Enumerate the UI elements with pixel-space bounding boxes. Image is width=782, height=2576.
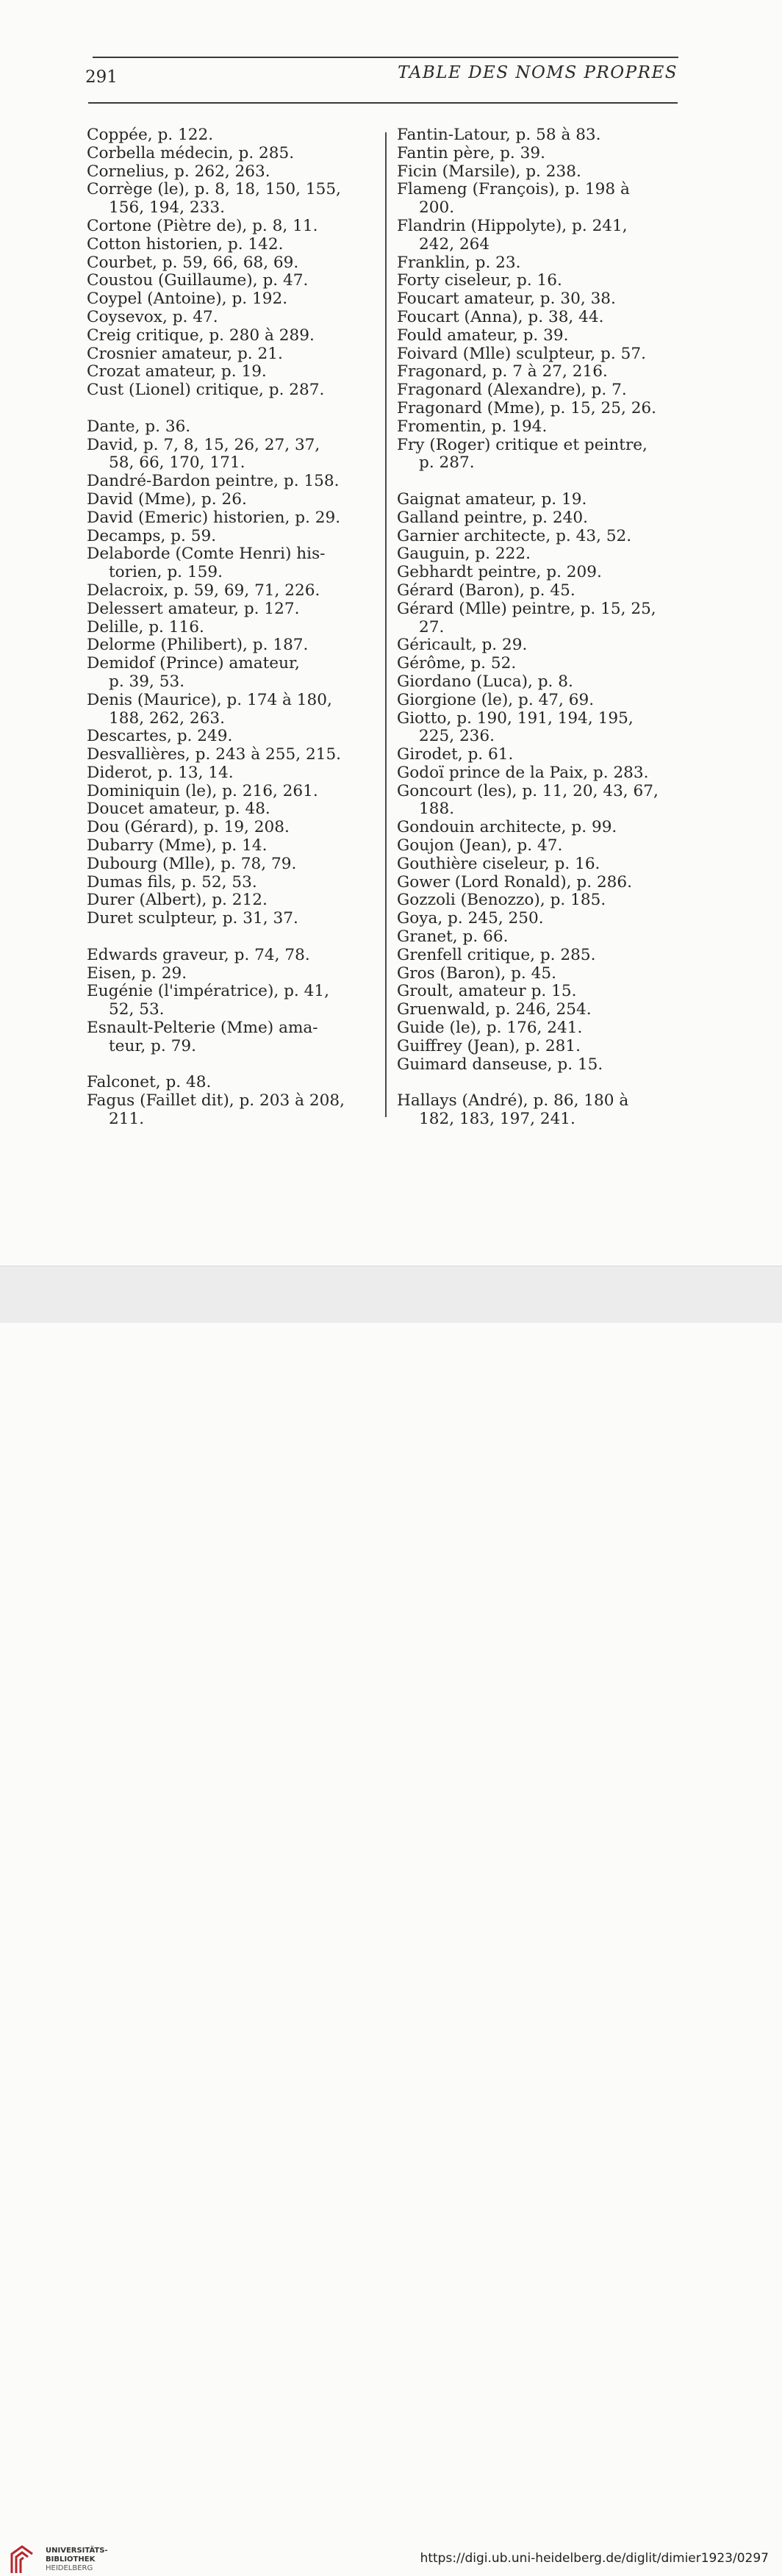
section-gap (87, 928, 381, 947)
index-entry: Decamps, p. 59. (87, 526, 217, 545)
index-entry: Demidof (Prince) amateur, (87, 654, 300, 673)
index-entry: Delorme (Philibert), p. 187. (87, 636, 309, 655)
index-entry: Crosnier amateur, p. 21. (87, 344, 283, 363)
index-entry: Foivard (Mlle) sculpteur, p. 57. (397, 344, 646, 363)
index-entry-continuation: 242, 264 (419, 234, 490, 254)
index-entry-continuation: 52, 53. (109, 1000, 165, 1019)
index-entry: Godoï prince de la Paix, p. 283. (397, 763, 649, 782)
index-entry: Géricault, p. 29. (397, 636, 528, 655)
index-entry: Guide (le), p. 176, 241. (397, 1019, 583, 1038)
index-entry: Coustou (Guillaume), p. 47. (87, 271, 309, 290)
index-entry: Dubourg (Mlle), p. 78, 79. (87, 854, 297, 873)
index-entry-continuation: 182, 183, 197, 241. (419, 1110, 575, 1129)
index-entry: Eugénie (l'impératrice), p. 41, (87, 982, 330, 1001)
index-entry: Fromentin, p. 194. (397, 417, 548, 436)
section-gap (397, 473, 695, 491)
index-entry: Forty ciseleur, p. 16. (397, 271, 562, 290)
index-entry: Gouthière ciseleur, p. 16. (397, 854, 600, 873)
index-entry: Crozat amateur, p. 19. (87, 362, 267, 381)
running-title: TABLE DES NOMS PROPRES (398, 63, 678, 82)
index-entry: Gondouin architecte, p. 99. (397, 818, 617, 837)
index-entry: Coypel (Antoine), p. 192. (87, 290, 288, 309)
index-entry: Dou (Gérard), p. 19, 208. (87, 818, 290, 837)
library-name-line2: BIBLIOTHEK (46, 2555, 96, 2564)
index-entry: Foucart (Anna), p. 38, 44. (397, 307, 604, 326)
index-entry: Fagus (Faillet dit), p. 203 à 208, (87, 1091, 345, 1111)
index-entry-continuation: 58, 66, 170, 171. (109, 453, 245, 473)
index-entry: Goujon (Jean), p. 47. (397, 836, 563, 855)
library-name-line1: UNIVERSITÄTS- (46, 2547, 108, 2555)
index-column-left (87, 126, 381, 1129)
index-entry: David (Emeric) historien, p. 29. (87, 508, 341, 527)
index-entry: Duret sculpteur, p. 31, 37. (87, 909, 298, 928)
header-top-rule (93, 57, 678, 58)
index-entry: Coysevox, p. 47. (87, 307, 218, 326)
index-entry-continuation: 200. (419, 198, 455, 218)
index-entry-continuation: 188. (419, 800, 455, 819)
section-gap (87, 400, 381, 418)
index-entry: Grenfell critique, p. 285. (397, 945, 596, 964)
index-entry: Girodet, p. 61. (397, 745, 514, 764)
index-entry: Gebhardt peintre, p. 209. (397, 563, 602, 582)
index-entry: Hallays (André), p. 86, 180 à (397, 1091, 629, 1111)
index-entry: Dominiquin (le), p. 216, 261. (87, 781, 318, 800)
index-entry: Fould amateur, p. 39. (397, 326, 569, 345)
index-entry: Flameng (François), p. 198 à (397, 180, 630, 199)
index-entry: Granet, p. 66. (397, 928, 509, 947)
index-entry: Fragonard (Alexandre), p. 7. (397, 381, 627, 400)
index-entry: Delacroix, p. 59, 69, 71, 226. (87, 581, 320, 600)
index-entry: Cortone (Piètre de), p. 8, 11. (87, 216, 318, 235)
index-entry-continuation: 188, 262, 263. (109, 708, 225, 728)
index-entry: Gozzoli (Benozzo), p. 185. (397, 891, 606, 910)
index-entry: Cotton historien, p. 142. (87, 234, 284, 254)
library-logo-icon (9, 2544, 40, 2576)
index-entry: Fantin père, p. 39. (397, 143, 545, 162)
index-entry: Fantin-Latour, p. 58 à 83. (397, 126, 601, 144)
section-gap (87, 1056, 381, 1074)
section-gap (397, 1074, 695, 1092)
index-entry: Doucet amateur, p. 48. (87, 800, 270, 819)
index-entry-continuation: 211. (109, 1110, 145, 1129)
index-entry: Edwards graveur, p. 74, 78. (87, 945, 310, 964)
index-entry: Corbella médecin, p. 285. (87, 143, 295, 162)
column-divider (385, 132, 387, 1117)
index-entry: Giordano (Luca), p. 8. (397, 672, 573, 691)
index-entry: Courbet, p. 59, 66, 68, 69. (87, 253, 299, 272)
index-entry: Dubarry (Mme), p. 14. (87, 836, 268, 855)
index-entry: Giotto, p. 190, 191, 194, 195, (397, 708, 634, 728)
index-entry-continuation: 225, 236. (419, 727, 495, 746)
index-entry-continuation: 27. (419, 617, 445, 636)
index-entry-continuation: torien, p. 159. (109, 563, 223, 582)
index-entry: Goya, p. 245, 250. (397, 909, 544, 928)
index-entry: David, p. 7, 8, 15, 26, 27, 37, (87, 435, 320, 454)
index-entry: Esnault-Pelterie (Mme) ama- (87, 1019, 318, 1038)
index-entry: Delaborde (Comte Henri) his- (87, 545, 326, 564)
index-entry-continuation: p. 287. (419, 453, 475, 473)
index-entry: Flandrin (Hippolyte), p. 241, (397, 216, 628, 235)
index-entry: Gruenwald, p. 246, 254. (397, 1000, 592, 1019)
library-name (46, 2547, 108, 2573)
index-column-right (397, 126, 695, 1129)
index-entry: Ficin (Marsile), p. 238. (397, 162, 581, 181)
index-entry-continuation: 156, 194, 233. (109, 198, 225, 218)
header-bottom-rule (88, 102, 678, 104)
index-entry: Goncourt (les), p. 11, 20, 43, 67, (397, 781, 659, 800)
index-entry: Guiffrey (Jean), p. 281. (397, 1036, 581, 1055)
index-entry: Garnier architecte, p. 43, 52. (397, 526, 632, 545)
index-entry: Eisen, p. 29. (87, 964, 187, 983)
index-entry: Foucart amateur, p. 30, 38. (397, 290, 616, 309)
index-entry: Giorgione (le), p. 47, 69. (397, 690, 595, 709)
index-entry: Gower (Lord Ronald), p. 286. (397, 872, 633, 891)
index-entry: Delessert amateur, p. 127. (87, 599, 300, 618)
index-entry-continuation: teur, p. 79. (109, 1036, 196, 1055)
viewer-footer (0, 1266, 782, 2572)
index-entry: Gros (Baron), p. 45. (397, 964, 556, 983)
library-name-line3: HEIDELBERG (46, 2564, 93, 2572)
index-entry: Gauguin, p. 222. (397, 545, 531, 564)
index-entry: Gérard (Baron), p. 45. (397, 581, 575, 600)
scanned-page (0, 0, 782, 1266)
index-entry: Coppée, p. 122. (87, 126, 214, 144)
permalink-url[interactable]: https://digi.ub.uni-heidelberg.de/diglit/dimier1923/0297 (420, 2551, 769, 2566)
index-entry: Dandré-Bardon peintre, p. 158. (87, 472, 340, 491)
index-entry: Corrège (le), p. 8, 18, 150, 155, (87, 180, 341, 199)
index-entry: Gaignat amateur, p. 19. (397, 489, 587, 509)
index-entry: Delille, p. 116. (87, 617, 204, 636)
index-entry: Diderot, p. 13, 14. (87, 763, 234, 782)
index-entry-continuation: p. 39, 53. (109, 672, 185, 691)
index-entry: Durer (Albert), p. 212. (87, 891, 268, 910)
index-entry: Cornelius, p. 262, 263. (87, 162, 270, 181)
index-entry: Fragonard (Mme), p. 15, 25, 26. (397, 398, 657, 417)
index-entry: Desvallières, p. 243 à 255, 215. (87, 745, 342, 764)
index-entry: Falconet, p. 48. (87, 1073, 212, 1092)
index-entry: Gérard (Mlle) peintre, p. 15, 25, (397, 599, 656, 618)
index-entry: Fry (Roger) critique et peintre, (397, 435, 648, 454)
index-entry: Dumas fils, p. 52, 53. (87, 872, 257, 891)
index-entry: Groult, amateur p. 15. (397, 982, 577, 1001)
index-entry: Fragonard, p. 7 à 27, 216. (397, 362, 608, 381)
index-entry: Descartes, p. 249. (87, 727, 233, 746)
index-entry: Cust (Lionel) critique, p. 287. (87, 381, 325, 400)
index-entry: Creig critique, p. 280 à 289. (87, 326, 315, 345)
index-entry: Denis (Maurice), p. 174 à 180, (87, 690, 332, 709)
index-entry: David (Mme), p. 26. (87, 489, 247, 509)
index-entry: Guimard danseuse, p. 15. (397, 1055, 603, 1074)
page-number: 291 (85, 68, 118, 87)
index-entry: Galland peintre, p. 240. (397, 508, 588, 527)
index-entry: Gérôme, p. 52. (397, 654, 517, 673)
index-entry: Dante, p. 36. (87, 417, 191, 436)
index-entry: Franklin, p. 23. (397, 253, 521, 272)
